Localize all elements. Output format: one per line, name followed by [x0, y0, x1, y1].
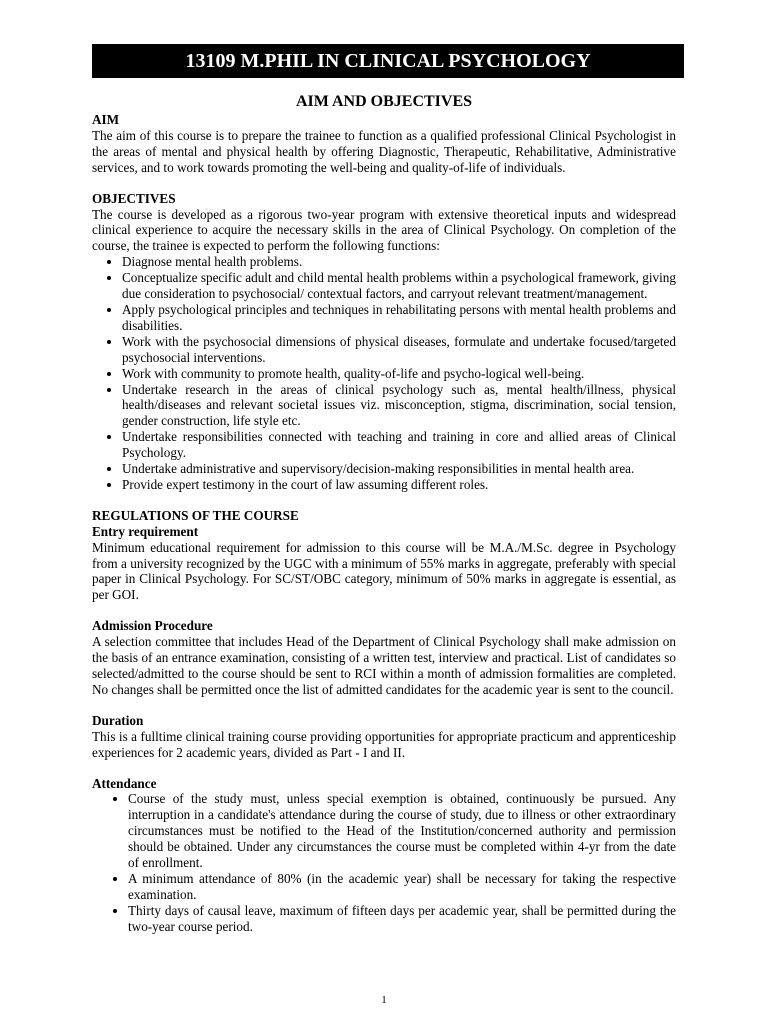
admission-text: A selection committee that includes Head of the Department of Clinical Psychology shall make admission on the basis of an entrance examination, consisting of a written test, interview and practical. List of candidates so selected/admitted to the course should be sent to RCI within a month of admission formalities are completed. No changes shall be permitted once the list of admitted candidates for the academic year is sent to the council.	[92, 634, 676, 697]
admission-heading: Admission Procedure	[92, 618, 213, 634]
attendance-list	[92, 791, 676, 934]
list-item: • Undertake research in the areas of clinical psychology such as, mental health/illness, physical health/diseases and relevant societal issues viz. misconception, stigma, discrimination, social tension, gender construction, life style etc.	[122, 382, 676, 430]
document-body	[92, 92, 676, 935]
aim-heading: AIM	[92, 112, 120, 127]
list-item: • Course of the study must, unless special exemption is obtained, continuously be pursued. Any interruption in a candidate's attendance during the course of study, due to illness or other extraordinary circumstances must be notified to the Head of the Institution/concerned authority and permission should be obtained. Under any circumstances the course must be completed within 4-yr from the date of enrollment.	[128, 791, 676, 871]
list-item: • Work with community to promote health, quality-of-life and psycho-logical well-being.	[122, 366, 676, 382]
duration-heading: Duration	[92, 712, 144, 728]
list-item: • Provide expert testimony in the court of law assuming different roles.	[122, 477, 676, 493]
list-item: • Undertake responsibilities connected with teaching and training in core and allied areas of Clinical Psychology.	[122, 429, 676, 461]
list-item: • Undertake administrative and supervisory/decision-making responsibilities in mental health area.	[122, 461, 676, 477]
aim-text: The aim of this course is to prepare the trainee to function as a qualified professional Clinical Psychologist in the areas of mental and physical health by offering Diagnostic, Therapeutic, Rehabilitative, Administrative services, and to work towards promoting the well-being and quality-of-life of individuals.	[92, 127, 676, 175]
list-item: • Diagnose mental health problems.	[122, 254, 676, 270]
list-item: • Apply psychological principles and techniques in rehabilitating persons with mental health problems and disabilities.	[122, 302, 676, 334]
list-item: • Conceptualize specific adult and child mental health problems within a psychological framework, giving due consideration to psychosocial/ contextual factors, and carryout relevant treatment/management.	[122, 270, 676, 302]
list-item: • Thirty days of causal leave, maximum of fifteen days per academic year, shall be permitted during the two-year course period.	[128, 903, 676, 935]
list-item: • A minimum attendance of 80% (in the academic year) shall be necessary for taking the respective examination.	[128, 871, 676, 903]
regulations-heading: REGULATIONS OF THE COURSE	[92, 507, 299, 523]
duration-text: This is a fulltime clinical training course providing opportunities for appropriate practicum and apprenticeship experiences for 2 academic years, divided as Part - I and II.	[92, 728, 676, 760]
objectives-text: The course is developed as a rigorous two-year program with extensive theoretical inputs and widespread clinical experience to acquire the necessary skills in the area of Clinical Psychology. On completion of the course, the trainee is expected to perform the following functions:	[92, 206, 676, 254]
objectives-list	[92, 254, 676, 493]
section-title: AIM AND OBJECTIVES	[295, 93, 473, 110]
page-title: 13109 M.PHIL IN CLINICAL PSYCHOLOGY	[92, 44, 684, 78]
entry-text: Minimum educational requirement for admission to this course will be M.A./M.Sc. degree in Psychology from a university recognized by the UGC with a minimum of 55% marks in aggregate, preferably with special paper in Clinical Psychology. For SC/ST/OBC category, minimum of 50% marks in aggregate is essential, as per GOI.	[92, 539, 676, 603]
attendance-heading: Attendance	[92, 775, 157, 791]
entry-heading: Entry requirement	[92, 523, 199, 539]
objectives-heading: OBJECTIVES	[92, 190, 176, 206]
page-number: 1	[381, 994, 387, 1006]
list-item: • Work with the psychosocial dimensions of physical diseases, formulate and undertake focused/targeted psychosocial interventions.	[122, 334, 676, 366]
